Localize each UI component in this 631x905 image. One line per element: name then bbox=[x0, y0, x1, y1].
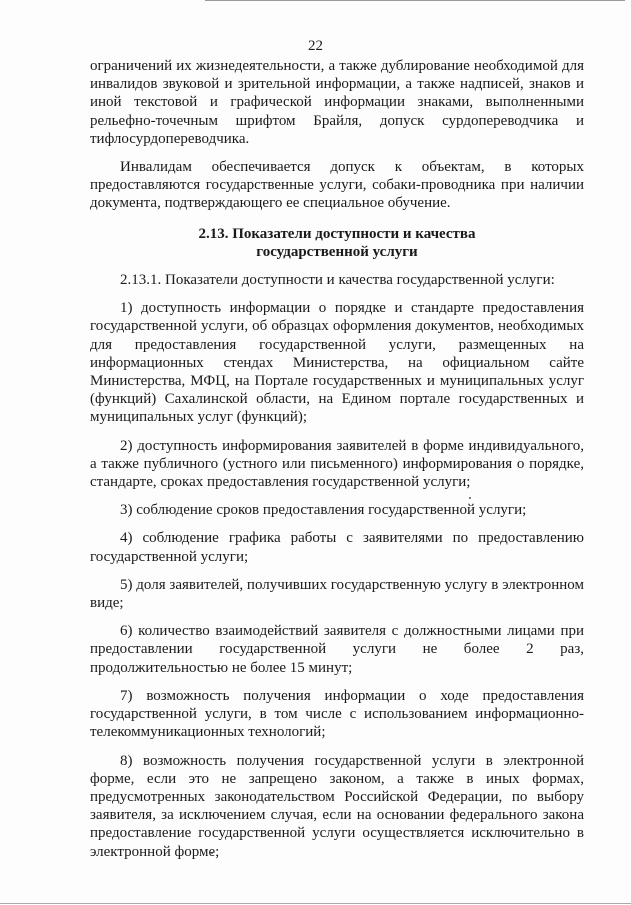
list-item-3: 3) соблюдение сроков предоставления государственной услуги; bbox=[120, 502, 527, 519]
list-item-8: 8) возможность получения государственной услуги в электронной форме, если это не запрещено законом, а также в иных формах, предусмотренных законодательством Российской Федерации, по выбору заявителя, за исключением случая, если на основании федерального закона предоставление государственной услуги осуществляется исключительно в электронной форме; bbox=[90, 752, 584, 860]
section-heading-line-2: государственной услуги bbox=[256, 243, 418, 260]
paragraph-guide-dogs: Инвалидам обеспечивается допуск к объектам, в которых предоставляются государственные услуги, собаки-проводника при наличии документа, подтверждающего ее специальное обучение. bbox=[90, 159, 584, 212]
scan-edge-bottom bbox=[0, 903, 631, 904]
list-item-1: 1) доступность информации о порядке и стандарте предоставления государственной услуги, об образцах оформления документов, необходимых для предоставления государственной услуги, размещенных на информационных стендах Министерства, на официальном сайте Министерства, МФЦ, на Портале государственных и муниципальных услуг (функций) Сахалинской области, на Едином портале государственных и муниципальных услуг (функций); bbox=[90, 300, 584, 426]
document-body bbox=[90, 57, 584, 871]
list-item-6: 6) количество взаимодействий заявителя с должностными лицами при предоставлении государственной услуги не более 2 раз, продолжительностью не более 15 минут; bbox=[90, 623, 584, 676]
section-heading-line-1: 2.13. Показатели доступности и качества bbox=[198, 225, 476, 242]
paragraph-continuation: ограничений их жизнедеятельности, а также дублирование необходимой для инвалидов звуковой и зрительной информации, а также надписей, знаков и иной текстовой и графической информации знаками, выполненными рельефно-точечным шрифтом Брайля, допуск сурдопереводчика и тифлосурдопереводчика. bbox=[90, 58, 584, 147]
scan-edge-top bbox=[205, 0, 625, 1]
page-number: 22 bbox=[308, 38, 323, 54]
list-item-5: 5) доля заявителей, получивших государственную услугу в электронном виде; bbox=[90, 576, 584, 612]
list-item-4: 4) соблюдение графика работы с заявителями по предоставлению государственной услуги; bbox=[90, 530, 584, 565]
list-item-2: 2) доступность информирования заявителей в форме индивидуального, а также публичного (устного или письменного) информирования о порядке, стандарте, сроках предоставления государственной услуги; bbox=[90, 437, 584, 491]
list-item-7: 7) возможность получения информации о ходе предоставления государственной услуги, в том числе с использованием информационно-телекоммуникационных технологий; bbox=[90, 687, 584, 741]
section-heading bbox=[90, 225, 584, 261]
paragraph-2-13-1: 2.13.1. Показатели доступности и качества государственной услуги: bbox=[120, 272, 555, 289]
